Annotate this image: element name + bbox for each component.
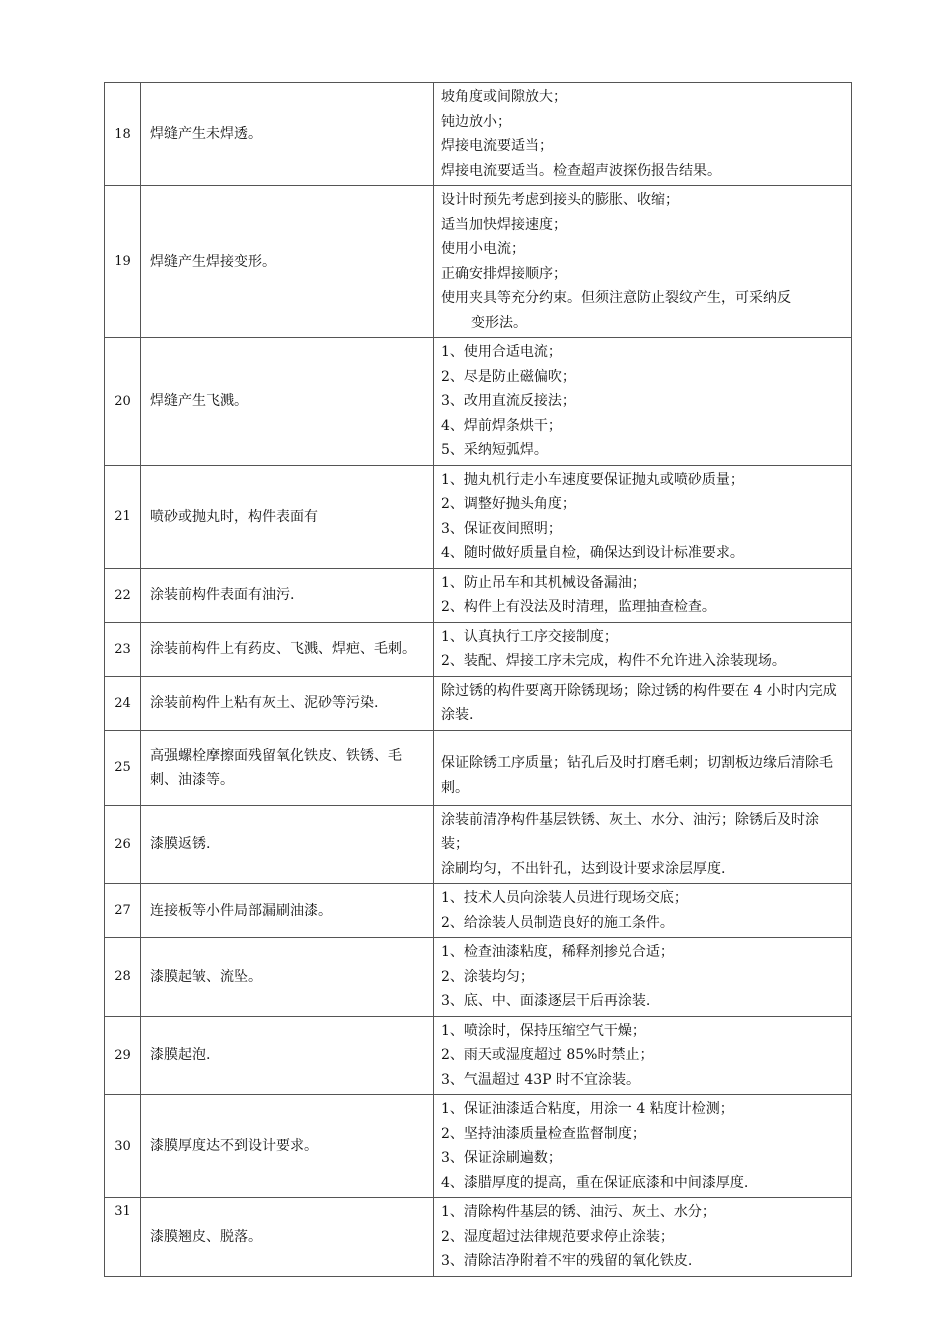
solution-line: 1、抛丸机行走小车速度要保证抛丸或喷砂质量；	[441, 471, 744, 488]
solution-cell	[434, 805, 852, 884]
solution-cell	[434, 676, 852, 730]
solution-line: 2、涂装均匀；	[441, 968, 534, 985]
solution-line: 1、保证油漆适合粘度，用涂一 4 粘度计检测；	[441, 1101, 734, 1117]
row-number: 26	[105, 805, 141, 884]
solution-line: 1、检查油漆粘度，稀释剂掺兑合适；	[441, 944, 674, 960]
solution-line: 2、调整好抛头角度；	[441, 496, 576, 512]
table-row	[105, 1016, 852, 1095]
problem-cell: 漆膜返锈.	[141, 805, 434, 884]
table-row	[105, 676, 852, 730]
row-number: 30	[105, 1095, 141, 1198]
solution-line: 1、认真执行工序交接制度；	[441, 628, 618, 645]
solution-line: 2、雨天或湿度超过 85%时禁止；	[441, 1047, 654, 1063]
problem-cell: 连接板等小件局部漏刷油漆。	[141, 884, 434, 938]
table-row	[105, 186, 852, 338]
table-row	[105, 1198, 852, 1277]
solution-line: 2、坚持油漆质量检查监督制度；	[441, 1125, 646, 1142]
solution-cell	[434, 730, 852, 805]
table-row	[105, 622, 852, 676]
solution-line: 涂装前清净构件基层铁锈、灰土、水分、油污；除锈后及时涂装；	[441, 811, 819, 852]
solution-line: 4、焊前焊条烘干；	[441, 417, 562, 434]
solution-line: 涂刷均匀，不出针孔，达到设计要求涂层厚度.	[441, 860, 726, 877]
solution-cell	[434, 465, 852, 568]
solution-line: 保证除锈工序质量；钻孔后及时打磨毛刺；切割板边缘后清除毛刺。	[441, 755, 833, 796]
solution-line: 除过锈的构件要离开除锈现场；除过锈的构件要在 4 小时内完成涂装.	[441, 682, 837, 723]
problem-cell: 焊缝产生飞溅。	[141, 338, 434, 466]
row-number: 19	[105, 186, 141, 338]
row-number: 24	[105, 676, 141, 730]
solution-line: 3、底、中、面漆逐层干后再涂装.	[441, 993, 651, 1009]
solution-cell	[434, 622, 852, 676]
problem-cell: 涂装前构件上有药皮、飞溅、焊疤、毛刺。	[141, 622, 434, 676]
row-number: 28	[105, 938, 141, 1017]
solution-line: 使用夹具等充分约束。但须注意防止裂纹产生，可采纳反	[441, 290, 791, 306]
solution-cell	[434, 83, 852, 186]
solution-cell	[434, 1198, 852, 1277]
solution-line: 正确安排焊接顺序；	[441, 265, 567, 282]
table-row	[105, 938, 852, 1017]
solution-line: 1、技术人员向涂装人员进行现场交底；	[441, 890, 688, 906]
row-number: 20	[105, 338, 141, 466]
solution-line: 1、防止吊车和其机械设备漏油；	[441, 574, 646, 591]
solution-line: 1、使用合适电流；	[441, 344, 562, 360]
row-number: 31	[105, 1198, 141, 1277]
solution-line: 4、随时做好质量自检，确保达到设计标准要求。	[441, 545, 744, 561]
solution-line: 使用小电流；	[441, 241, 525, 257]
solution-line: 适当加快焊接速度；	[441, 216, 567, 233]
table-row	[105, 83, 852, 186]
solution-cell	[434, 186, 852, 338]
problem-cell: 漆膜翘皮、脱落。	[141, 1198, 434, 1277]
solution-cell	[434, 884, 852, 938]
table-row	[105, 338, 852, 466]
solution-line: 1、清除构件基层的锈、油污、灰土、水分；	[441, 1204, 716, 1220]
row-number: 23	[105, 622, 141, 676]
problem-cell: 喷砂或抛丸时，构件表面有	[141, 465, 434, 568]
problem-cell: 涂装前构件表面有油污.	[141, 568, 434, 622]
table-row	[105, 730, 852, 805]
table-row	[105, 1095, 852, 1198]
solution-line: 焊接电流要适当；	[441, 138, 553, 154]
problem-cell: 焊缝产生焊接变形。	[141, 186, 434, 338]
solution-line: 焊接电流要适当。检查超声波探伤报告结果。	[441, 162, 721, 179]
row-number: 18	[105, 83, 141, 186]
problem-cell: 漆膜厚度达不到设计要求。	[141, 1095, 434, 1198]
row-number: 22	[105, 568, 141, 622]
solution-line: 3、保证夜间照明；	[441, 520, 562, 537]
problem-cell: 漆膜起皱、流坠。	[141, 938, 434, 1017]
solution-line: 4、漆腊厚度的提高，重在保证底漆和中间漆厚度.	[441, 1174, 749, 1191]
solution-line: 2、构件上有没法及时清理，监理抽查检查。	[441, 599, 716, 615]
quality-issues-table	[104, 82, 852, 1277]
solution-line: 2、装配、焊接工序未完成，构件不允许进入涂装现场。	[441, 653, 786, 669]
solution-line: 3、气温超过 43P 时不宜涂装。	[441, 1071, 641, 1088]
solution-line: 3、保证涂刷遍数；	[441, 1150, 562, 1166]
solution-line: 3、改用直流反接法；	[441, 393, 576, 409]
solution-line: 2、给涂装人员制造良好的施工条件。	[441, 914, 674, 931]
row-number: 21	[105, 465, 141, 568]
solution-line: 坡角度或间隙放大；	[441, 89, 567, 105]
solution-cell	[434, 568, 852, 622]
row-number: 27	[105, 884, 141, 938]
solution-cell	[434, 1016, 852, 1095]
problem-cell: 涂装前构件上粘有灰土、泥砂等污染.	[141, 676, 434, 730]
problem-cell: 焊缝产生未焊透。	[141, 83, 434, 186]
table-row	[105, 568, 852, 622]
problem-cell: 漆膜起泡.	[141, 1016, 434, 1095]
solution-line: 1、喷涂时，保持压缩空气干燥；	[441, 1022, 646, 1039]
solution-line: 设计时预先考虑到接头的膨胀、收缩；	[441, 192, 679, 208]
solution-cell	[434, 1095, 852, 1198]
solution-cell	[434, 938, 852, 1017]
table-row	[105, 465, 852, 568]
table-row	[105, 805, 852, 884]
solution-line: 5、采纳短弧焊。	[441, 442, 548, 458]
solution-line: 2、尽是防止磁偏吹；	[441, 368, 576, 385]
solution-line: 3、清除洁净附着不牢的残留的氧化铁皮.	[441, 1253, 693, 1269]
solution-line: 2、湿度超过法律规范要求停止涂装；	[441, 1228, 674, 1245]
row-number: 25	[105, 730, 141, 805]
solution-line: 钝边放小；	[441, 113, 511, 130]
row-number: 29	[105, 1016, 141, 1095]
table-row	[105, 884, 852, 938]
solution-cell	[434, 338, 852, 466]
solution-line: 变形法。	[471, 314, 527, 331]
problem-cell: 高强螺栓摩擦面残留氧化铁皮、铁锈、毛刺、油漆等。	[141, 730, 434, 805]
